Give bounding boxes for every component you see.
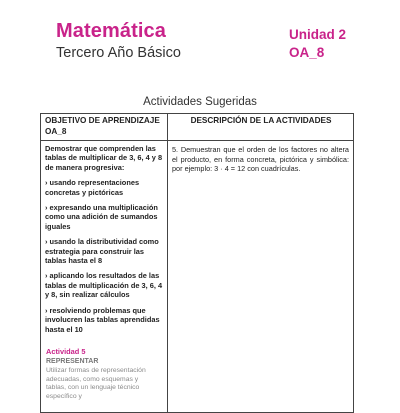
unit-label: Unidad 2 [289,27,347,42]
objective-item: › usando representaciones concretas y pictóricas [45,178,140,197]
table-header-divider [41,140,353,141]
objective-item: › resolviendo problemas que involucren las tablas aprendidas hasta el 10 [45,305,160,334]
activity-skill: REPRESENTAR [46,358,99,365]
grade-subtitle: Tercero Año Básico [56,45,181,61]
table-column-divider [167,114,168,412]
objective-item: › usando la distributividad como estrategia para construir las tablas hasta el 8 [45,237,159,266]
objective-code: OA_8 [289,45,325,60]
objective-item: › expresando una multiplicación como una adición de sumandos iguales [45,203,158,231]
objective-column-header [45,116,165,137]
section-title: Actividades Sugeridas [143,96,257,108]
activities-table [40,113,354,413]
objective-item: › aplicando los resultados de las tablas de multiplicación de 3, 6, 4 y 8, sin realizar cálculos [45,271,163,300]
objective-intro: Demostrar que comprenden las tablas de multiplicar de 3, 6, 4 y 8 de manera progresiva: [45,144,163,172]
activity-title: Actividad 5 [46,347,86,356]
activity-description-cell: 5. Demuestran que el orden de los factores no altera el producto, en forma concreta, pictórica y simbólica: por ejemplo: 3 · 4 = 12 con cuadrículas. [172,145,349,174]
objective-header-code: OA_8 [45,126,67,136]
objective-cell [45,144,165,340]
objective-header-label: OBJETIVO DE APRENDIZAJE [45,116,160,125]
subject-title: Matemática [56,20,166,42]
description-column-header: DESCRIPCIÓN DE LA ACTIVIDADES [190,116,332,125]
activity-description: Utilizar formas de representación adecuadas, como esquemas y tablas, con un lenguaje técnico específico y [46,367,146,400]
